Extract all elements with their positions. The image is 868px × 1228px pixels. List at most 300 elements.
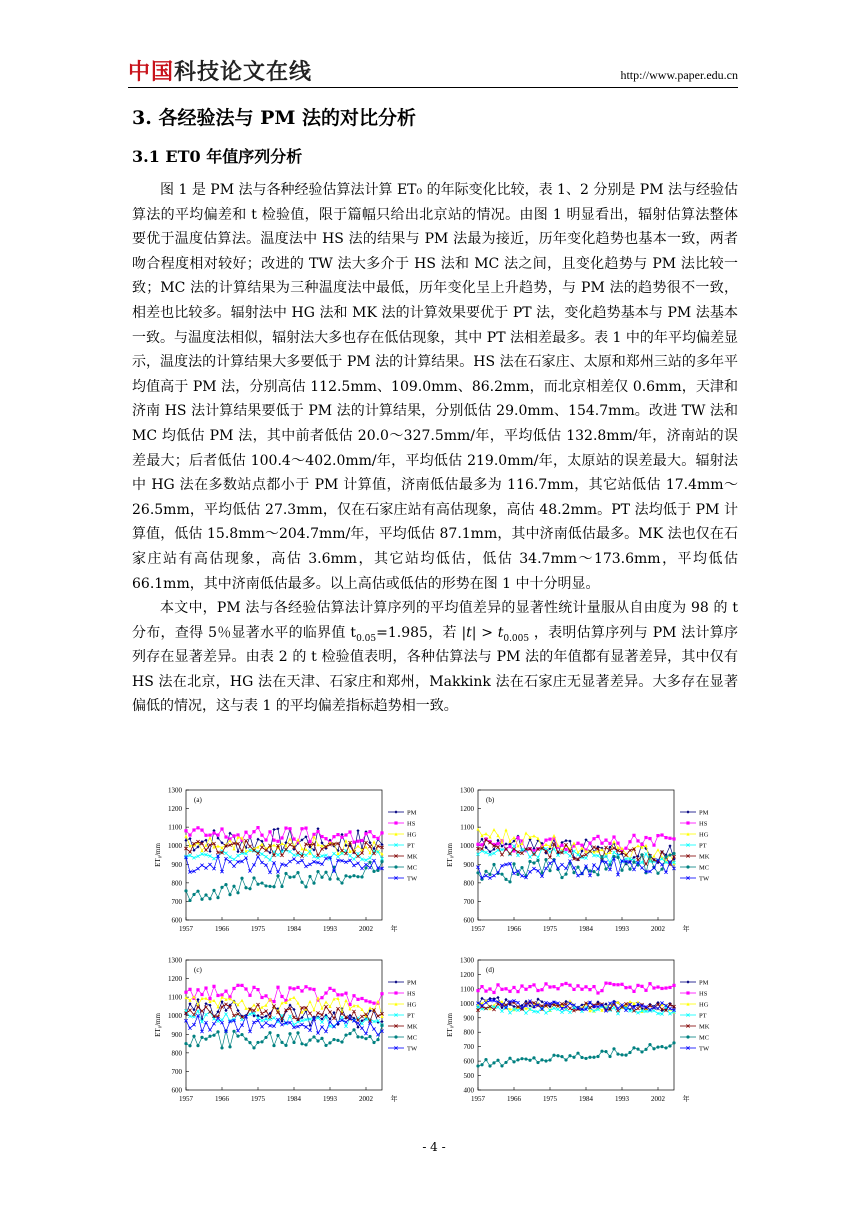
- data-point-mc: [200, 1036, 203, 1039]
- data-point-mk: [324, 1005, 327, 1008]
- data-point-tw: [660, 863, 663, 866]
- data-point-hs: [686, 991, 689, 994]
- header-url[interactable]: http://www.paper.edu.cn: [620, 68, 738, 82]
- data-point-hg: [240, 999, 243, 1002]
- data-point-hs: [656, 985, 659, 988]
- data-point-hg: [656, 848, 659, 851]
- data-point-pm: [204, 839, 207, 842]
- data-point-mc: [296, 1031, 299, 1034]
- data-point-tw: [236, 1029, 239, 1032]
- legend-label-hs: HS: [407, 990, 416, 998]
- data-point-hs: [648, 837, 651, 840]
- data-point-tw: [572, 866, 575, 869]
- series-mk: [476, 838, 675, 866]
- data-point-tw: [280, 1023, 283, 1026]
- data-point-hs: [492, 991, 495, 994]
- y-tick-label: 1200: [460, 805, 474, 814]
- data-point-mc: [232, 1030, 235, 1033]
- data-point-mc: [664, 1046, 667, 1049]
- data-point-hs: [644, 836, 647, 839]
- data-point-hs: [608, 842, 611, 845]
- data-point-mc: [220, 1046, 223, 1049]
- data-point-tw: [308, 1029, 311, 1032]
- data-point-hs: [244, 831, 247, 834]
- data-point-hs: [636, 984, 639, 987]
- data-point-mk: [204, 848, 207, 851]
- data-point-mc: [292, 875, 295, 878]
- legend-label-hs: HS: [699, 820, 708, 828]
- data-point-mc: [504, 878, 507, 881]
- paragraph-2: [132, 596, 738, 719]
- legend-label-pm: PM: [407, 979, 417, 987]
- data-point-mc: [264, 884, 267, 887]
- chart-b: [442, 782, 722, 942]
- data-point-hs: [244, 987, 247, 990]
- header-divider: [128, 87, 738, 88]
- data-point-hs: [304, 826, 307, 829]
- data-point-hs: [312, 988, 315, 991]
- data-point-pm: [260, 840, 263, 843]
- data-point-pm: [668, 844, 671, 847]
- data-point-mc: [584, 1057, 587, 1060]
- data-point-hs: [216, 833, 219, 836]
- data-point-mc: [320, 1037, 323, 1040]
- data-point-hs: [584, 985, 587, 988]
- data-point-mc: [344, 1033, 347, 1036]
- data-point-tw: [304, 865, 307, 868]
- data-point-mk: [376, 1014, 379, 1017]
- data-point-pt: [208, 854, 211, 857]
- data-point-mc: [268, 1031, 271, 1034]
- y-tick-label: 700: [463, 897, 474, 906]
- data-point-hg: [536, 837, 539, 840]
- y-tick-label: 1000: [460, 999, 474, 1008]
- logo-red-text: 中国: [128, 60, 175, 85]
- data-point-pt: [568, 854, 571, 857]
- data-point-mk: [236, 1012, 239, 1015]
- data-point-mc: [380, 860, 383, 863]
- data-point-pm: [208, 850, 211, 853]
- data-point-hg: [272, 843, 275, 846]
- y-tick-label: 800: [463, 879, 474, 888]
- data-point-mk: [292, 1016, 295, 1019]
- data-point-mk: [592, 846, 595, 849]
- data-point-hs: [216, 994, 219, 997]
- data-point-hs: [256, 988, 259, 991]
- data-point-hs: [288, 827, 291, 830]
- data-point-mc: [208, 1035, 211, 1038]
- data-point-mc: [500, 1064, 503, 1067]
- data-point-hg: [288, 997, 291, 1000]
- data-point-mc: [196, 1044, 199, 1047]
- data-point-mc: [372, 1041, 375, 1044]
- x-tick-label: 2002: [651, 1095, 665, 1103]
- panel-label: (a): [194, 796, 202, 804]
- series-mc: [184, 860, 383, 902]
- data-point-hs: [616, 842, 619, 845]
- data-point-hs: [252, 986, 255, 989]
- data-point-mc: [686, 865, 689, 868]
- data-point-mc: [264, 1036, 267, 1039]
- data-point-mc: [352, 874, 355, 877]
- data-point-mc: [188, 899, 191, 902]
- data-point-hs: [628, 986, 631, 989]
- x-tick-label: 1966: [215, 1095, 229, 1103]
- data-point-mc: [336, 1039, 339, 1042]
- data-point-tw: [360, 867, 363, 870]
- data-point-pt: [616, 1012, 619, 1015]
- legend-label-tw: TW: [407, 1045, 418, 1053]
- data-point-mc: [672, 1041, 675, 1044]
- data-point-tw: [364, 1032, 367, 1035]
- data-point-mc: [284, 872, 287, 875]
- data-point-hg: [184, 835, 187, 838]
- data-point-tw: [328, 1020, 331, 1023]
- data-point-mc: [304, 885, 307, 888]
- data-point-mk: [636, 1007, 639, 1010]
- data-point-mk: [256, 1003, 259, 1006]
- data-point-hs: [656, 834, 659, 837]
- data-point-hs: [332, 989, 335, 992]
- data-point-pt: [288, 850, 291, 853]
- data-point-mc: [652, 1047, 655, 1050]
- data-point-mc: [632, 1046, 635, 1049]
- data-point-tw: [544, 867, 547, 870]
- data-point-tw: [200, 864, 203, 867]
- y-tick-label: 900: [171, 860, 182, 869]
- data-point-mc: [360, 875, 363, 878]
- data-point-pm: [316, 827, 319, 830]
- data-point-mc: [620, 869, 623, 872]
- data-point-tw: [360, 1027, 363, 1030]
- data-point-tw: [300, 859, 303, 862]
- legend-label-pt: PT: [699, 842, 707, 850]
- data-point-mk: [280, 854, 283, 857]
- data-point-mc: [340, 1040, 343, 1043]
- data-point-hs: [476, 843, 479, 846]
- data-point-mk: [300, 854, 303, 857]
- data-point-hs: [592, 985, 595, 988]
- data-point-mc: [576, 866, 579, 869]
- data-point-hs: [336, 833, 339, 836]
- data-point-hs: [372, 835, 375, 838]
- data-point-mc: [328, 1041, 331, 1044]
- data-point-pm: [480, 997, 483, 1000]
- data-point-mc: [224, 883, 227, 886]
- data-point-mc: [200, 898, 203, 901]
- data-point-mk: [288, 843, 291, 846]
- data-point-pt: [516, 854, 519, 857]
- data-point-tw: [264, 1021, 267, 1024]
- data-point-mc: [552, 1054, 555, 1057]
- data-point-pm: [272, 828, 275, 831]
- data-point-tw: [252, 1021, 255, 1024]
- y-tick-label: 900: [463, 860, 474, 869]
- data-point-hs: [580, 988, 583, 991]
- data-point-hs: [588, 842, 591, 845]
- y-tick-label: 600: [463, 916, 474, 925]
- data-point-mk: [272, 854, 275, 857]
- data-point-hg: [380, 852, 383, 855]
- data-point-hs: [652, 986, 655, 989]
- data-point-hs: [628, 840, 631, 843]
- data-point-hg: [308, 1000, 311, 1003]
- data-point-hg: [636, 844, 639, 847]
- data-point-mc: [232, 885, 235, 888]
- data-point-hs: [188, 988, 191, 991]
- y-tick-label: 600: [171, 916, 182, 925]
- data-point-pt: [236, 854, 239, 857]
- data-point-mk: [308, 1012, 311, 1015]
- data-point-hs: [612, 835, 615, 838]
- data-point-mc: [280, 1041, 283, 1044]
- data-point-mk: [616, 849, 619, 852]
- data-point-hs: [544, 982, 547, 985]
- data-point-hs: [500, 988, 503, 991]
- data-point-mc: [336, 877, 339, 880]
- data-point-mk: [188, 1009, 191, 1012]
- data-point-mc: [560, 876, 563, 879]
- y-tick-label: 1000: [168, 1012, 182, 1021]
- data-point-mc: [560, 1055, 563, 1058]
- data-point-hs: [368, 830, 371, 833]
- data-point-tw: [532, 867, 535, 870]
- critical-value-subscript: 0.05: [356, 633, 377, 644]
- data-point-mc: [668, 853, 671, 856]
- data-point-mc: [332, 1038, 335, 1041]
- data-point-mk: [356, 855, 359, 858]
- data-point-pt: [332, 852, 335, 855]
- series-mc: [476, 1041, 675, 1067]
- data-point-hs: [360, 839, 363, 842]
- data-point-pt: [544, 1011, 547, 1014]
- x-tick-label: 1993: [615, 925, 629, 933]
- data-point-pm: [260, 1016, 263, 1019]
- x-axis-unit: 年: [390, 925, 398, 933]
- legend-label-tw: TW: [407, 875, 418, 883]
- data-point-mc: [672, 852, 675, 855]
- x-axis-unit: 年: [682, 1095, 690, 1103]
- data-point-hs: [564, 982, 567, 985]
- data-point-hg: [372, 840, 375, 843]
- data-point-hs: [516, 836, 519, 839]
- data-point-mc: [348, 875, 351, 878]
- data-point-mc: [648, 855, 651, 858]
- data-point-hg: [504, 828, 507, 831]
- data-point-tw: [188, 1027, 191, 1030]
- data-point-mc: [540, 1058, 543, 1061]
- data-point-hs: [572, 988, 575, 991]
- series-tw: [184, 854, 383, 874]
- data-point-hs: [380, 992, 383, 995]
- t-formula: |t| > t: [461, 624, 504, 641]
- legend-label-mc: MC: [699, 1034, 710, 1042]
- formula-subscript: 0.005: [503, 633, 530, 644]
- data-point-mc: [216, 896, 219, 899]
- data-point-hs: [576, 984, 579, 987]
- data-point-hs: [240, 984, 243, 987]
- data-point-mc: [476, 871, 479, 874]
- data-point-tw: [324, 1030, 327, 1033]
- data-point-mc: [640, 853, 643, 856]
- data-point-mc: [656, 1045, 659, 1048]
- data-point-hs: [340, 836, 343, 839]
- data-point-hs: [544, 839, 547, 842]
- data-point-hg: [612, 840, 615, 843]
- data-point-mc: [476, 1064, 479, 1067]
- data-point-mk: [224, 1003, 227, 1006]
- data-point-mc: [608, 1055, 611, 1058]
- data-point-pm: [236, 850, 239, 853]
- data-point-hs: [536, 989, 539, 992]
- data-point-tw: [232, 865, 235, 868]
- data-point-mc: [616, 1052, 619, 1055]
- data-point-mk: [344, 852, 347, 855]
- data-point-pt: [268, 858, 271, 861]
- data-point-hs: [496, 842, 499, 845]
- data-point-hs: [232, 834, 235, 837]
- data-point-hg: [492, 828, 495, 831]
- data-point-mc: [532, 861, 535, 864]
- y-tick-label: 800: [463, 1028, 474, 1037]
- journal-logo: [128, 60, 312, 86]
- data-point-mk: [584, 853, 587, 856]
- data-point-tw: [228, 860, 231, 863]
- data-point-mk: [328, 1010, 331, 1013]
- legend-label-pm: PM: [699, 809, 709, 817]
- series-mc: [184, 1024, 383, 1050]
- data-point-mc: [252, 1046, 255, 1049]
- data-point-hg: [512, 836, 515, 839]
- data-point-mc: [508, 1057, 511, 1060]
- x-tick-label: 1984: [287, 1095, 301, 1103]
- data-point-mc: [344, 874, 347, 877]
- data-point-tw: [264, 864, 267, 867]
- data-point-hs: [552, 985, 555, 988]
- data-point-mk: [288, 1007, 291, 1010]
- data-point-mc: [588, 1056, 591, 1059]
- data-point-tw: [560, 863, 563, 866]
- x-tick-label: 1957: [471, 925, 485, 933]
- data-point-hs: [660, 833, 663, 836]
- x-tick-label: 1957: [471, 1095, 485, 1103]
- data-point-mk: [644, 862, 647, 865]
- data-point-hs: [664, 836, 667, 839]
- data-point-hs: [576, 842, 579, 845]
- x-tick-label: 2002: [651, 925, 665, 933]
- data-point-mk: [364, 841, 367, 844]
- data-point-hs: [292, 837, 295, 840]
- data-point-hs: [340, 993, 343, 996]
- data-point-hs: [292, 987, 295, 990]
- data-point-hg: [184, 996, 187, 999]
- x-tick-label: 1975: [543, 1095, 557, 1103]
- data-point-pm: [196, 998, 199, 1001]
- data-point-tw: [260, 861, 263, 864]
- data-point-hg: [344, 839, 347, 842]
- data-point-mc: [320, 876, 323, 879]
- data-point-mc: [256, 1041, 259, 1044]
- data-point-hs: [616, 983, 619, 986]
- data-point-hs: [476, 989, 479, 992]
- legend-label-hg: HG: [407, 1001, 417, 1009]
- data-point-hs: [336, 993, 339, 996]
- y-tick-label: 900: [171, 1030, 182, 1039]
- legend: [388, 810, 418, 883]
- data-point-mk: [208, 1010, 211, 1013]
- data-point-mc: [244, 886, 247, 889]
- data-point-hg: [544, 843, 547, 846]
- y-tick-label: 700: [171, 897, 182, 906]
- data-point-mc: [364, 1037, 367, 1040]
- legend-label-tw: TW: [699, 1045, 710, 1053]
- legend: [680, 980, 710, 1053]
- x-tick-label: 2002: [359, 925, 373, 933]
- data-point-mc: [394, 1035, 397, 1038]
- data-point-mc: [628, 1051, 631, 1054]
- data-point-hs: [276, 986, 279, 989]
- data-point-hs: [668, 837, 671, 840]
- data-point-mk: [336, 1007, 339, 1010]
- data-point-mc: [340, 881, 343, 884]
- data-point-mc: [664, 855, 667, 858]
- data-point-mk: [360, 1015, 363, 1018]
- data-point-pt: [668, 1012, 671, 1015]
- data-point-hg: [324, 1000, 327, 1003]
- data-point-pm: [512, 1005, 515, 1008]
- data-point-mc: [212, 889, 215, 892]
- data-point-tw: [624, 1009, 627, 1012]
- data-point-mc: [248, 887, 251, 890]
- x-tick-label: 1993: [615, 1095, 629, 1103]
- data-point-mc: [352, 1028, 355, 1031]
- data-point-hs: [564, 848, 567, 851]
- y-tick-label: 600: [463, 1057, 474, 1066]
- data-point-hs: [276, 840, 279, 843]
- data-point-mk: [500, 853, 503, 856]
- chart-d: [442, 952, 722, 1112]
- data-point-hs: [252, 830, 255, 833]
- x-tick-label: 1957: [179, 1095, 193, 1103]
- data-point-pt: [196, 855, 199, 858]
- data-point-pt: [536, 856, 539, 859]
- data-point-hg: [484, 832, 487, 835]
- data-point-hs: [548, 985, 551, 988]
- data-point-mk: [260, 846, 263, 849]
- data-point-mc: [556, 1054, 559, 1057]
- data-point-mc: [544, 1059, 547, 1062]
- data-point-mc: [304, 1043, 307, 1046]
- data-point-mc: [636, 1048, 639, 1051]
- data-point-hs: [548, 838, 551, 841]
- paragraph-2-part-a: 本文中，PM 法与各经验估算法计算序列的平均值差异的显著性统计量服从自由度为 98 的 t 分布，查得 5％显著水平的临界值 t: [132, 600, 738, 641]
- data-point-pt: [224, 852, 227, 855]
- data-point-mc: [572, 871, 575, 874]
- y-tick-label: 700: [463, 1043, 474, 1052]
- data-point-mc: [532, 1056, 535, 1059]
- data-point-mc: [644, 1048, 647, 1051]
- legend-label-mc: MC: [699, 864, 710, 872]
- data-point-mc: [580, 1056, 583, 1059]
- data-point-hs: [212, 985, 215, 988]
- data-point-pt: [644, 852, 647, 855]
- data-point-mc: [660, 1045, 663, 1048]
- data-point-pt: [508, 1011, 511, 1014]
- data-point-mc: [380, 1024, 383, 1027]
- data-point-hg: [356, 844, 359, 847]
- data-point-hs: [376, 837, 379, 840]
- data-point-hs: [394, 991, 397, 994]
